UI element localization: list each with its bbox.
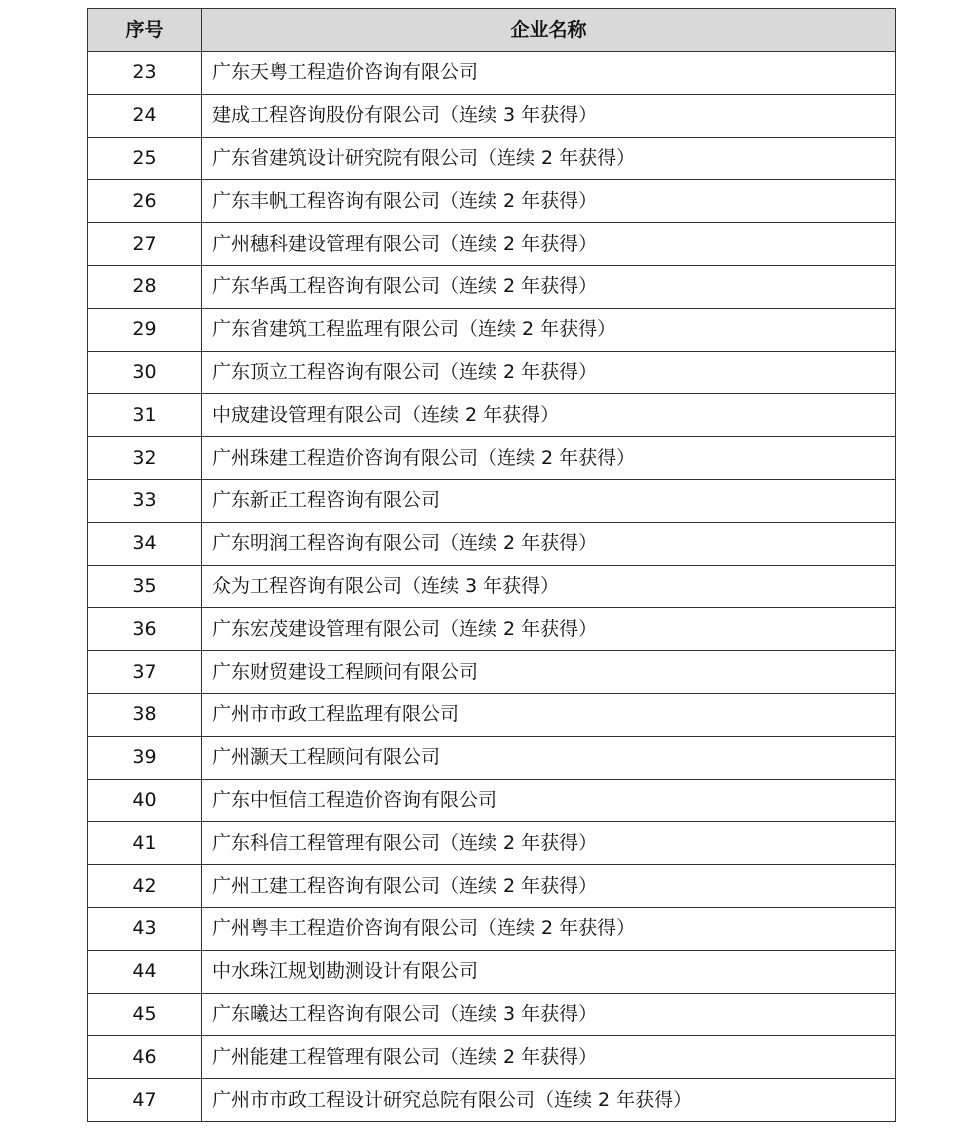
table-row <box>88 137 896 180</box>
table-row <box>88 223 896 266</box>
document-sheet <box>87 8 895 1122</box>
header-row <box>88 9 896 52</box>
table-row <box>88 651 896 694</box>
company-name: 广州珠建工程造价咨询有限公司（连续 2 年获得） <box>202 437 896 480</box>
company-name: 中宬建设管理有限公司（连续 2 年获得） <box>202 394 896 437</box>
company-name: 广东宏茂建设管理有限公司（连续 2 年获得） <box>202 608 896 651</box>
row-number: 37 <box>88 651 202 694</box>
column-header-no: 序号 <box>88 9 202 52</box>
company-table <box>87 8 896 1122</box>
row-number: 28 <box>88 265 202 308</box>
table-row <box>88 437 896 480</box>
company-name: 广东省建筑设计研究院有限公司（连续 2 年获得） <box>202 137 896 180</box>
row-number: 24 <box>88 94 202 137</box>
table-row <box>88 522 896 565</box>
table-row <box>88 693 896 736</box>
row-number: 25 <box>88 137 202 180</box>
company-name: 广东丰帆工程咨询有限公司（连续 2 年获得） <box>202 180 896 223</box>
column-header-name: 企业名称 <box>202 9 896 52</box>
company-name: 众为工程咨询有限公司（连续 3 年获得） <box>202 565 896 608</box>
company-name: 广东顶立工程咨询有限公司（连续 2 年获得） <box>202 351 896 394</box>
table-row <box>88 779 896 822</box>
table-row <box>88 907 896 950</box>
row-number: 39 <box>88 736 202 779</box>
table-header <box>88 9 896 52</box>
table-row <box>88 565 896 608</box>
row-number: 46 <box>88 1036 202 1079</box>
table-row <box>88 351 896 394</box>
company-name: 广州工建工程咨询有限公司（连续 2 年获得） <box>202 865 896 908</box>
table-row <box>88 308 896 351</box>
table-row <box>88 265 896 308</box>
row-number: 34 <box>88 522 202 565</box>
table-row <box>88 950 896 993</box>
company-name: 广东天粤工程造价咨询有限公司 <box>202 52 896 95</box>
company-name: 广东中恒信工程造价咨询有限公司 <box>202 779 896 822</box>
company-name: 广东华禹工程咨询有限公司（连续 2 年获得） <box>202 265 896 308</box>
row-number: 26 <box>88 180 202 223</box>
row-number: 38 <box>88 693 202 736</box>
company-name: 广东省建筑工程监理有限公司（连续 2 年获得） <box>202 308 896 351</box>
row-number: 36 <box>88 608 202 651</box>
table-row <box>88 1079 896 1122</box>
row-number: 33 <box>88 479 202 522</box>
company-name: 广东明润工程咨询有限公司（连续 2 年获得） <box>202 522 896 565</box>
company-name: 广州市市政工程监理有限公司 <box>202 693 896 736</box>
company-name: 广州粤丰工程造价咨询有限公司（连续 2 年获得） <box>202 907 896 950</box>
row-number: 47 <box>88 1079 202 1122</box>
company-name: 广东曦达工程咨询有限公司（连续 3 年获得） <box>202 993 896 1036</box>
company-name: 广东财贸建设工程顾问有限公司 <box>202 651 896 694</box>
table-row <box>88 993 896 1036</box>
table-row <box>88 52 896 95</box>
table-row <box>88 865 896 908</box>
row-number: 23 <box>88 52 202 95</box>
company-name: 中水珠江规划勘测设计有限公司 <box>202 950 896 993</box>
table-row <box>88 394 896 437</box>
company-name: 广东科信工程管理有限公司（连续 2 年获得） <box>202 822 896 865</box>
row-number: 41 <box>88 822 202 865</box>
row-number: 42 <box>88 865 202 908</box>
company-name: 广州穗科建设管理有限公司（连续 2 年获得） <box>202 223 896 266</box>
row-number: 40 <box>88 779 202 822</box>
table-row <box>88 736 896 779</box>
company-name: 广州能建工程管理有限公司（连续 2 年获得） <box>202 1036 896 1079</box>
row-number: 29 <box>88 308 202 351</box>
row-number: 30 <box>88 351 202 394</box>
table-body <box>88 52 896 1122</box>
table-row <box>88 608 896 651</box>
row-number: 31 <box>88 394 202 437</box>
table-row <box>88 822 896 865</box>
row-number: 44 <box>88 950 202 993</box>
table-row <box>88 1036 896 1079</box>
row-number: 43 <box>88 907 202 950</box>
row-number: 45 <box>88 993 202 1036</box>
company-name: 建成工程咨询股份有限公司（连续 3 年获得） <box>202 94 896 137</box>
company-name: 广州灏天工程顾问有限公司 <box>202 736 896 779</box>
company-name: 广东新正工程咨询有限公司 <box>202 479 896 522</box>
table-row <box>88 479 896 522</box>
company-name: 广州市市政工程设计研究总院有限公司（连续 2 年获得） <box>202 1079 896 1122</box>
row-number: 35 <box>88 565 202 608</box>
row-number: 32 <box>88 437 202 480</box>
table-row <box>88 94 896 137</box>
row-number: 27 <box>88 223 202 266</box>
table-row <box>88 180 896 223</box>
